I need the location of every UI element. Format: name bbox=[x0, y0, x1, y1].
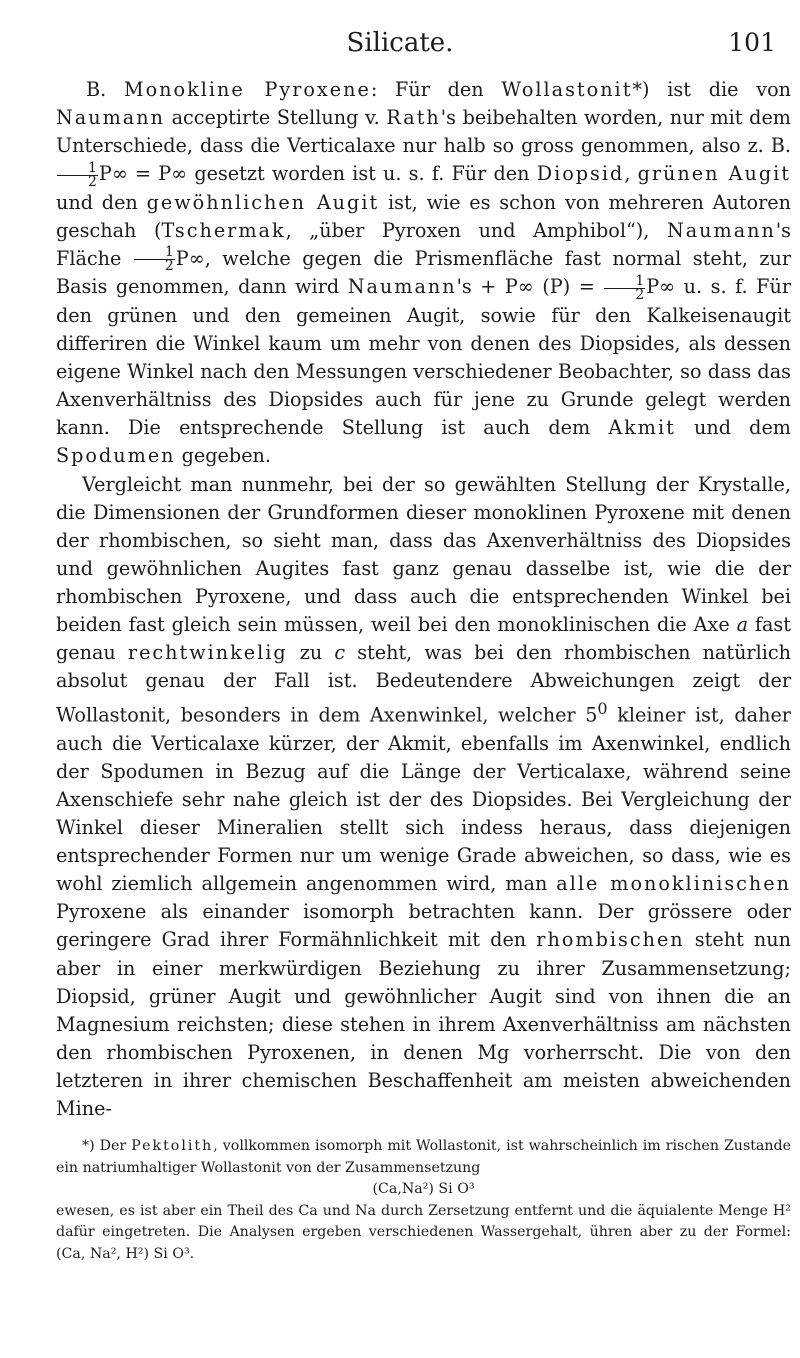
term-rhombischen: rhombischen bbox=[536, 928, 685, 952]
text-run: P∞, welche gegen die Prismenfläche fast normal steht, zur Basis genommen, dann wird bbox=[56, 246, 792, 299]
text-run: zu bbox=[287, 641, 335, 665]
author-naumann: Naumann bbox=[666, 218, 776, 242]
body-text bbox=[56, 76, 791, 1123]
term-alle-monoklinischen: alle monoklinischen bbox=[556, 872, 791, 896]
author-naumann: Naumann bbox=[56, 106, 165, 130]
text-run: P∞ u. s. f. Für den grünen und den gemeinen Augit, sowie für den Kalkeisenaugit differiren die Winkel kaum um mehr von denen des Diopsides, als dessen eigene Winkel nach den Messungen verschiedener Beobachter, so dass das Axenverhältniss des Diopsides auch für jene zu Grunde gelegt werden kann. Die entsprechende Stellung ist auch dem bbox=[56, 275, 791, 440]
text-run: Pyroxene als einander isomorph betrachten kann. Der grössere oder geringere Grad ihrer Formähnlichkeit mit den bbox=[56, 900, 791, 952]
paragraph-comparison bbox=[56, 471, 791, 1124]
text-run: kleiner ist, daher auch die Verticalaxe kürzer, der Akmit, ebenfalls im Axenwinkel, endlich der Spodumen in Bezug auf die Länge der Verticalaxe, während seine Axenschiefe sehr nahe gleich ist der des Diopsides. Bei Vergleichung der Winkel dieser Mineralien stellt sich indess heraus, dass diejenigen entsprechender Formen nur um wenige Grade abweichen, so dass, wie es wohl ziemlich allgemein angenommen wird, man bbox=[56, 703, 791, 896]
footnote-formula: (Ca,Na²) Si O³ bbox=[372, 1181, 475, 1197]
text-run: und den bbox=[56, 190, 147, 214]
term-diopsid: Diopsid bbox=[536, 162, 625, 186]
text-run: Vergleicht man nunmehr, bei der so gewählten Stellung der Krystalle, die Dimensionen der Grundformen dieser monoklinen Pyroxene mit denen der rhombischen, so sieht man, dass das Axenverhältniss des Diopsides und gewöhnlichen Augites fast ganz genau dasselbe ist, wie die der rhombischen Pyroxene, und dass auch die entsprechenden Winkel bei beiden fast gleich sein müssen, weil bei den monoklinischen die Axe bbox=[56, 472, 791, 636]
footnote-paragraph bbox=[56, 1136, 791, 1179]
text-run: gegeben. bbox=[175, 444, 272, 468]
fraction-one-half bbox=[604, 272, 645, 303]
text-run: 's beibehalten worden, nur mit dem Unterschiede, dass die Verticalaxe nur halb so gross genommen, also z. B. bbox=[56, 106, 791, 158]
text-run: , „über Pyroxen und Amphibol“), bbox=[285, 218, 667, 242]
fraction-denominator: 2 bbox=[88, 173, 97, 190]
term-rechtwinkelig: rechtwinkelig bbox=[127, 641, 288, 665]
text-run: 's + P∞ (P) = bbox=[456, 275, 604, 299]
text-run: ewesen, es ist aber ein Theil des Ca und Na durch Zersetzung entfernt und die äquialente Menge H² dafür eingetreten. Die Analysen ergeben verschiedenen Wassergehalt, ühren aber zu der Formel: (Ca, Na², H²) Si O³. bbox=[56, 1202, 791, 1262]
axis-a: a bbox=[736, 613, 749, 636]
term-monokline-pyroxene: Monokline Pyroxene bbox=[123, 78, 371, 101]
axis-c: c bbox=[334, 641, 346, 665]
fraction-numerator: 1 bbox=[134, 246, 175, 260]
text-run: steht nun aber in einer merkwürdigen Beziehung zu ihrer Zusammensetzung; Diopsid, grüner Augit und gewöhnlicher Augit sind von ihnen die an Magnesium reichsten; diese stehen in ihrem Axenverhältniss am nächsten den rhombischen Pyroxenen, in denen Mg vorherrscht. Die von den letzteren in ihrer chemischen Beschaffenheit am meisten abweichenden Mine- bbox=[56, 928, 791, 1120]
text-run: Der bbox=[94, 1138, 132, 1154]
text-run: acceptirte Stellung v. bbox=[164, 106, 387, 130]
text-run: steht, was bei den rhombischen natürlich absolut genau der Fall ist. Bedeutendere Abweichungen zeigt der Wollastonit, besonders in dem Axenwinkel, welcher 5 bbox=[56, 641, 791, 727]
footnote-paragraph bbox=[56, 1201, 791, 1266]
author-rath: Rath bbox=[386, 106, 441, 130]
page-number: 101 bbox=[728, 28, 776, 57]
text-run: , vollkommen isomorph mit Wollastonit, ist wahrscheinlich im rischen Zustande ein natriumhaltiger Wollastonit von der Zusammensetzung bbox=[56, 1138, 792, 1176]
term-pektolith: Pektolith bbox=[131, 1138, 214, 1154]
fraction-denominator: 2 bbox=[635, 286, 645, 303]
term-spodumen: Spodumen bbox=[56, 444, 176, 468]
text-run: 's Fläche bbox=[56, 218, 791, 270]
fraction-numerator: 1 bbox=[604, 275, 645, 289]
footnote-mark: *) bbox=[82, 1138, 95, 1154]
footnote bbox=[56, 1136, 791, 1265]
degree-mark: 0 bbox=[597, 699, 608, 719]
term-wollastonit: Wollastonit bbox=[501, 78, 633, 101]
author-naumann: Naumann bbox=[347, 275, 457, 299]
page-header bbox=[0, 8, 800, 58]
text-run: P∞ = P∞ gesetzt worden ist u. s. f. Für den bbox=[98, 162, 537, 186]
fraction-denominator: 2 bbox=[164, 258, 174, 275]
fraction-one-half bbox=[57, 159, 98, 190]
paragraph-monokline-pyroxene bbox=[56, 76, 791, 471]
text-run: und dem bbox=[675, 416, 791, 440]
fraction-one-half bbox=[134, 246, 175, 273]
text-run: B. bbox=[86, 78, 124, 101]
text-run: , bbox=[624, 162, 638, 186]
running-title: Silicate. bbox=[346, 28, 454, 58]
term-akmit: Akmit bbox=[608, 416, 676, 440]
text-run: : Für den bbox=[370, 78, 502, 101]
term-gewoehnlicher-augit: gewöhnlichen Augit bbox=[146, 190, 380, 214]
author-tschermak: Tschermak bbox=[161, 218, 286, 242]
text-run: fast genau bbox=[56, 613, 791, 665]
text-run: ist, wie es schon von mehreren Autoren geschah ( bbox=[56, 190, 791, 242]
term-gruener-augit: grünen Augit bbox=[637, 162, 791, 186]
fraction-numerator: 1 bbox=[57, 162, 98, 176]
text-run: *) ist die von bbox=[632, 78, 791, 101]
